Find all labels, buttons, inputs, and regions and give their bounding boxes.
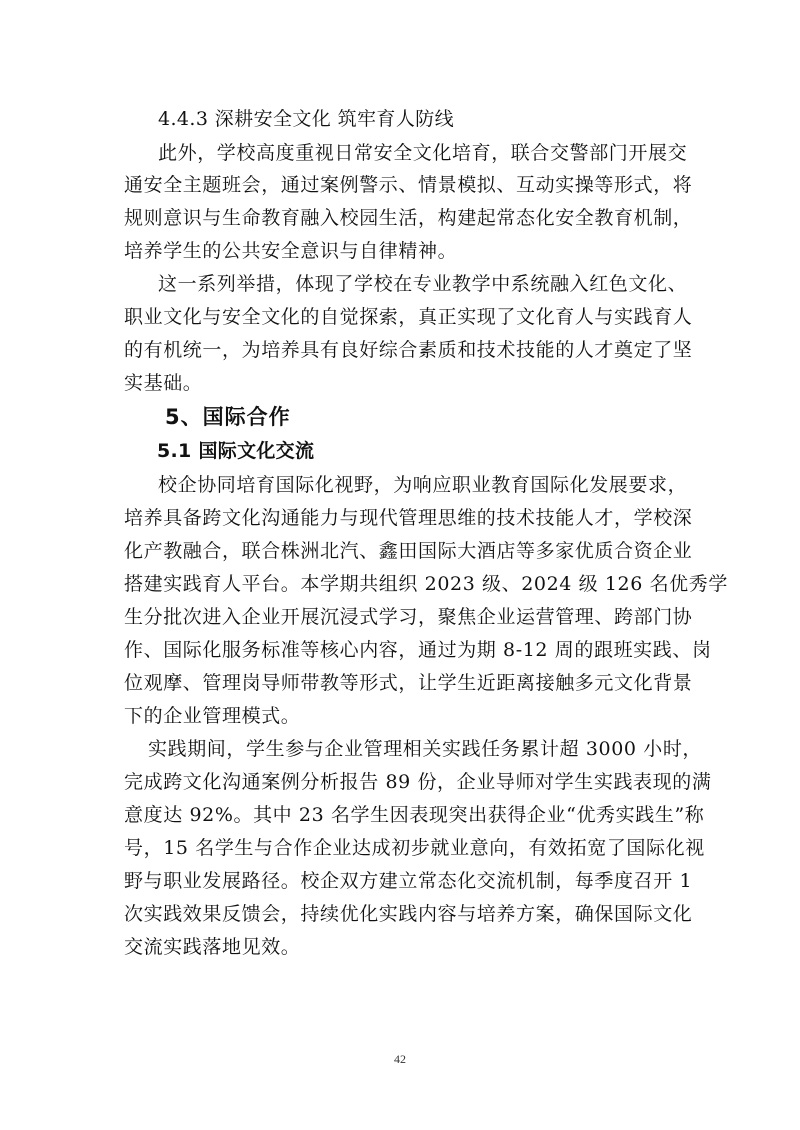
paragraph-line: 这一系列举措，体现了学校在专业教学中系统融入红色文化、	[158, 273, 688, 295]
paragraph-line: 号，15 名学生与合作企业达成初步就业意向，有效拓宽了国际化视	[124, 837, 705, 859]
paragraph-line: 交流实践落地见效。	[124, 936, 301, 958]
page-number: 42	[394, 1052, 406, 1066]
paragraph-line: 生分批次进入企业开展沉浸式学习，聚焦企业运营管理、跨部门协	[124, 606, 693, 628]
paragraph-line: 校企协同培育国际化视野，为响应职业教育国际化发展要求，	[158, 474, 688, 496]
paragraph-line: 实践期间，学生参与企业管理相关实践任务累计超 3000 小时，	[148, 738, 703, 760]
paragraph-line: 下的企业管理模式。	[124, 705, 301, 727]
paragraph-line: 位观摩、管理岗导师带教等形式，让学生近距离接触多元文化背景	[124, 672, 693, 694]
paragraph-line: 的有机统一，为培养具有良好综合素质和技术技能的人才奠定了坚	[124, 339, 693, 361]
paragraph-line: 培养学生的公共安全意识与自律精神。	[124, 240, 458, 262]
section-heading-4-4-3: 4.4.3 深耕安全文化 筑牢育人防线	[158, 108, 455, 130]
paragraph-line: 实基础。	[124, 372, 203, 394]
paragraph-line: 次实践效果反馈会，持续优化实践内容与培养方案，确保国际文化	[124, 903, 693, 925]
paragraph-line: 此外，学校高度重视日常安全文化培育，联合交警部门开展交	[158, 142, 688, 164]
section-heading-5-1: 5.1 国际文化交流	[157, 440, 315, 462]
paragraph-line: 培养具备跨文化沟通能力与现代管理思维的技术技能人才，学校深	[124, 507, 693, 529]
paragraph-line: 职业文化与安全文化的自觉探索，真正实现了文化育人与实践育人	[124, 306, 693, 328]
paragraph-line: 化产教融合，联合株洲北汽、鑫田国际大酒店等多家优质合资企业	[124, 540, 693, 562]
paragraph-line: 规则意识与生命教育融入校园生活，构建起常态化安全教育机制，	[124, 207, 693, 229]
paragraph-line: 野与职业发展路径。校企双方建立常态化交流机制，每季度召开 1	[124, 870, 693, 892]
paragraph-line: 搭建实践育人平台。本学期共组织 2023 级、2024 级 126 名优秀学	[124, 573, 728, 595]
paragraph-line: 作、国际化服务标准等核心内容，通过为期 8-12 周的跟班实践、岗	[124, 639, 712, 661]
paragraph-line: 通安全主题班会，通过案例警示、情景模拟、互动实操等形式，将	[124, 174, 693, 196]
paragraph-line: 完成跨文化沟通案例分析报告 89 份，企业导师对学生实践表现的满	[124, 771, 712, 793]
paragraph-line: 意度达 92%。其中 23 名学生因表现突出获得企业“优秀实践生”称	[124, 804, 705, 826]
section-heading-5: 5、国际合作	[165, 405, 291, 429]
